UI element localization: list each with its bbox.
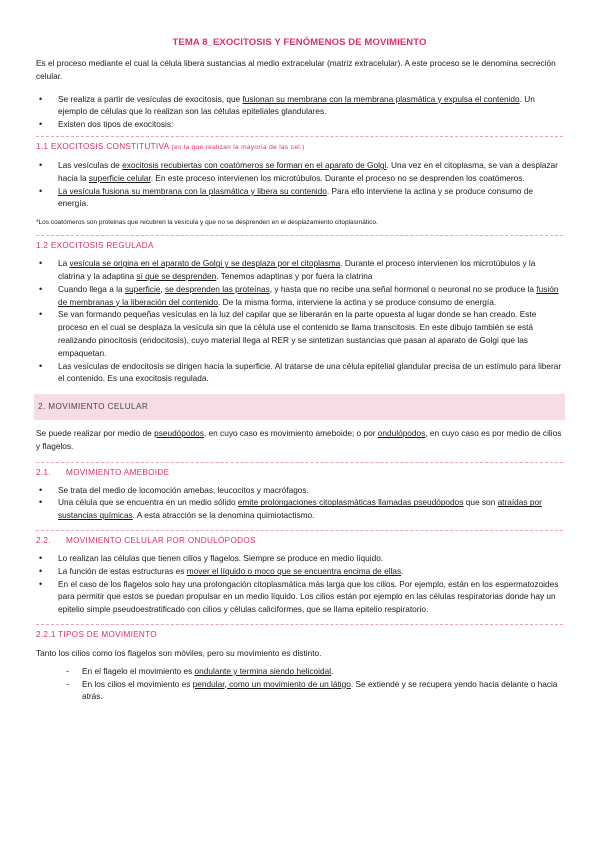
list-item: • La vesícula fusiona su membrana con la plasmática y libera su contenido. Para ello interviene la actina y se produce consumo de energía. [58,185,563,211]
page-title: TEMA 8_EXOCITOSIS Y FENÓMENOS DE MOVIMIENTO [172,37,427,48]
list-item: • Se realiza a partir de vesículas de exocitosis, que fusionan su membrana con la membrana plasmática y expulsa el contenido. Un ejemplo de células que lo realizan son las células epiteliales glandulares. [58,93,563,119]
regulated-list [36,257,563,385]
constitutive-list [36,159,563,210]
section-heading-1-2: 1.2 EXOCITOSIS REGULADA [36,235,563,252]
list-item: • Existen dos tipos de exocitosis: [58,118,563,131]
list-item: - En los cilios el movimiento es pendular, como un movimiento de un látigo. Se extiende y se recupera yendo hacia delante o hacia atrás. [82,678,563,704]
section-heading-2-2: 2.2. MOVIMIENTO CELULAR POR ONDULÓPODOS [36,530,563,547]
list-item: • Se van formando pequeñas vesículas en la luz del capilar que se liberarán en la parte opuesta al lugar donde se han creado. Este proceso en el cual se desplaza la vesícula sin que la célula use el contenido se llama transcitosis. En este dibujo también se está realizando pinocitosis (endocitosis), cuyo material llega al RER y se sintetizan sustancias que pasan al aparato de Golgi que las empaquetan. [58,308,563,359]
list-item: - En el flagelo el movimiento es ondulante y termina siendo helicoidal. [82,665,563,678]
intro-paragraph: Es el proceso mediante el cual la célula libera sustancias al medio extracelular (matriz extracelular). A este proceso se le denomina secreción celular. [36,58,556,81]
list-item: • La función de estas estructuras es mover el líquido o moco que se encuentra encima de ellas. [58,565,563,578]
exocytosis-list [36,93,563,131]
footnote: *Los coatómeros son proteinas que recubren la vesícula y que no se desprenden en el desplazamiento citoplasmático. [36,219,378,227]
list-item: • Una célula que se encuentra en un medio sólido emite prolongaciones citoplasmáticas llamadas pseudópodos que son atraídas por sustancias químicas. A esta atracción se la denomina quimiotactismo. [58,496,563,522]
section-heading-1-1: 1.1 EXOCITOSIS CONSTITUTIVA (es la que realizan la mayoría de las cel.) [36,136,563,153]
ondulopod-list [36,552,563,616]
list-item: • Las vesículas de exocitosis recubiertas con coatómeros se forman en el aparato de Golgi. Una vez en el citoplasma, se van a desplazar hacia la superficie celular. En este proceso intervienen los microtúbulos. Durante el proceso no se desprenden los coatómeros. [58,159,563,185]
list-item: • En el caso de los flagelos solo hay una prolongación citoplasmática más larga que los cilios. Por ejemplo, están en los espermatozoides para permitir que estos se puedan propulsar en un medio líquido. Los cilios están por ejemplo en las células respiratorias donde hay un epitelio simple pseudoestratificado con cilios y células caliciformes, que se llama epitelio respiratorio. [58,578,563,616]
movement-types-list [36,665,563,703]
section-heading-2-1: 2.1. MOVIMIENTO AMEBOIDE [36,462,563,479]
list-item: • La vesícula se origina en el aparato de Golgi y se desplaza por el citoplasma. Durante el proceso intervienen los microtúbulos y la clatrina y la adaptina sí que se desprenden. Tenemos adaptinas y por fuera la clatrina [58,257,563,283]
section-heading-2: 2. MOVIMIENTO CELULAR [34,394,565,420]
list-item: • Se trata del medio de locomoción amebas, leucocitos y macrófagos. [58,484,563,497]
movement-types-paragraph: Tanto los cilios como los flagelos son móviles, pero su movimiento es distinto. [36,647,322,658]
list-item: • Lo realizan las células que tienen cilios y flagelos. Siempre se produce en medio líquido. [58,552,563,565]
list-item: • Cuando llega a la superficie, se desprenden las proteínas, y hasta que no recibe una señal hormonal o neuronal no se produce la fusión de membranas y la liberación del contenido. De la misma forma, interviene la actina y se produce consumo de energía. [58,283,563,309]
section-subtitle: (es la que realizan la mayoría de las cel.) [171,143,305,151]
ameboid-list [36,484,563,522]
section-heading-2-2-1: 2.2.1 TIPOS DE MOVIMIENTO [36,624,563,641]
movement-paragraph: Se puede realizar por medio de pseudópodos, en cuyo caso es movimiento ameboide; o por ondulópodos, en cuyo caso es por medio de cilios y flagelos. [36,427,562,451]
list-item: • Las vesículas de endocitosis se dirigen hacia la superficie. Al tratarse de una célula epitelial glandular precisa de un estímulo para liberar el contenido. Es una exocitosis regulada. [58,360,563,386]
